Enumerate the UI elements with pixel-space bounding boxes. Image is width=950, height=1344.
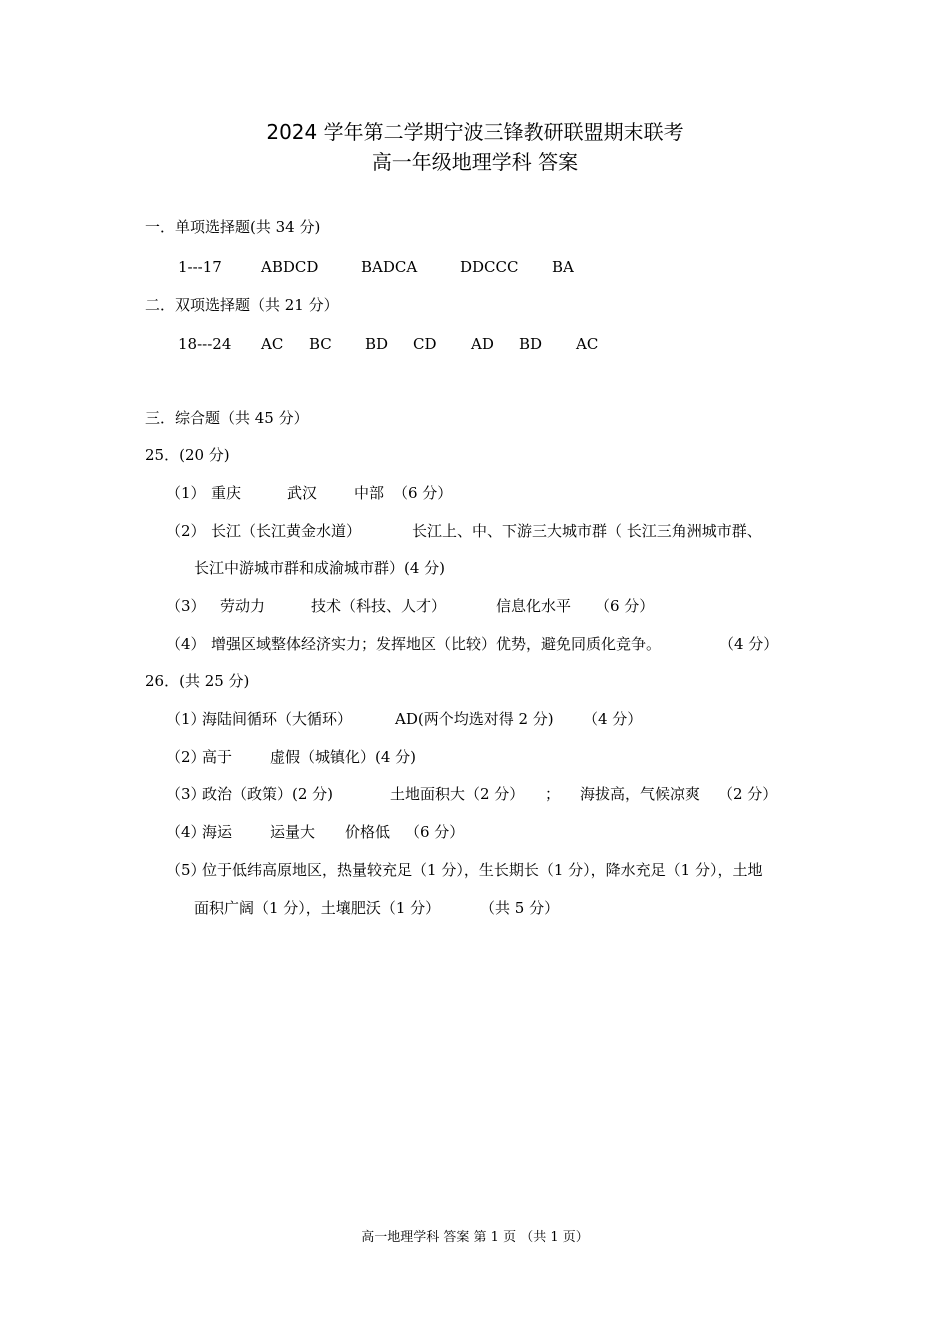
q26-p4-a: 海运	[202, 823, 233, 841]
q25-p3-num: （3）	[166, 597, 206, 615]
q25-p4-score: （4 分）	[719, 635, 779, 653]
q26-heading: 26．(共 25 分)	[145, 672, 250, 690]
q25-p1-b: 武汉	[287, 484, 318, 502]
q26-p3-a: 政治（政策）(2 分)	[202, 785, 334, 803]
q25-p1-c: 中部	[354, 484, 385, 502]
section3-heading: 三．综合题（共 45 分）	[145, 409, 309, 427]
section2-answer-24: AC	[576, 335, 599, 353]
section2-answer-20: BD	[365, 335, 389, 353]
q26-p1-a: 海陆间循环（大循环）	[202, 710, 353, 728]
q25-p2-b: 长江上、中、下游三大城市群（ 长江三角洲城市群、	[412, 522, 762, 540]
q26-p1-num: （1）	[166, 710, 206, 728]
q26-p3-num: （3）	[166, 785, 206, 803]
q25-p1-a: 重庆	[211, 484, 242, 502]
section1-heading: 一．单项选择题(共 34 分)	[145, 218, 321, 236]
q25-p1-score: （6 分）	[393, 484, 453, 502]
q25-p4-num: （4）	[166, 635, 206, 653]
title-line1: 2024 学年第二学期宁波三锋教研联盟期末联考	[266, 120, 684, 144]
q26-p4-num: （4）	[166, 823, 206, 841]
q26-p5-score: （共 5 分）	[480, 899, 560, 917]
q26-p3-score: （2 分）	[718, 785, 778, 803]
section1-range: 1---17	[178, 258, 222, 276]
q25-p1-num: （1）	[166, 484, 206, 502]
section2-answer-18: AC	[261, 335, 284, 353]
section1-group-4: BA	[552, 258, 574, 276]
q25-p4-text: 增强区域整体经济实力；发挥地区（比较）优势，避免同质化竞争。	[211, 635, 662, 653]
q25-p2-cont: 长江中游城市群和成渝城市群）(4 分)	[194, 559, 446, 577]
q25-p2-num: （2）	[166, 522, 206, 540]
q26-p4-c: 价格低	[345, 823, 391, 841]
q26-p4-score: （6 分）	[405, 823, 465, 841]
section1-group-1: ABDCD	[261, 258, 319, 276]
section2-answer-19: BC	[309, 335, 332, 353]
q26-p2-num: （2）	[166, 748, 206, 766]
section2-range: 18---24	[178, 335, 232, 353]
section1-group-2: BADCA	[361, 258, 418, 276]
q26-p3-c: 海拔高，气候凉爽	[580, 785, 701, 803]
q26-p1-score: （4 分）	[583, 710, 643, 728]
section1-group-3: DDCCC	[460, 258, 519, 276]
q26-p4-b: 运量大	[270, 823, 316, 841]
q25-p3-c: 信息化水平	[496, 597, 572, 615]
q26-p1-b: AD(两个均选对得 2 分)	[395, 710, 554, 728]
q26-p3-sep: ；	[545, 785, 561, 803]
page-footer: 高一地理学科 答案 第 1 页 （共 1 页）	[361, 1230, 589, 1245]
q25-p3-a: 劳动力	[220, 597, 266, 615]
q26-p3-b: 土地面积大（2 分）	[390, 785, 525, 803]
section2-heading: 二．双项选择题（共 21 分）	[145, 296, 339, 314]
q25-heading: 25．(20 分)	[145, 446, 230, 464]
q26-p5-line2: 面积广阔（1 分），土壤肥沃（1 分）	[194, 899, 441, 917]
q25-p3-b: 技术（科技、人才）	[311, 597, 447, 615]
q26-p2-a: 高于	[202, 748, 233, 766]
q25-p2-a: 长江（长江黄金水道）	[211, 522, 362, 540]
section2-answer-22: AD	[471, 335, 494, 353]
q26-p5-num: （5）	[166, 861, 206, 879]
title-line2: 高一年级地理学科 答案	[371, 150, 579, 174]
q26-p5-line1: 位于低纬高原地区，热量较充足（1 分），生长期长（1 分），降水充足（1 分），土地	[202, 861, 763, 879]
section2-answer-23: BD	[519, 335, 543, 353]
q26-p2-b: 虚假（城镇化）(4 分)	[270, 748, 417, 766]
section2-answer-21: CD	[413, 335, 437, 353]
q25-p3-score: （6 分）	[595, 597, 655, 615]
